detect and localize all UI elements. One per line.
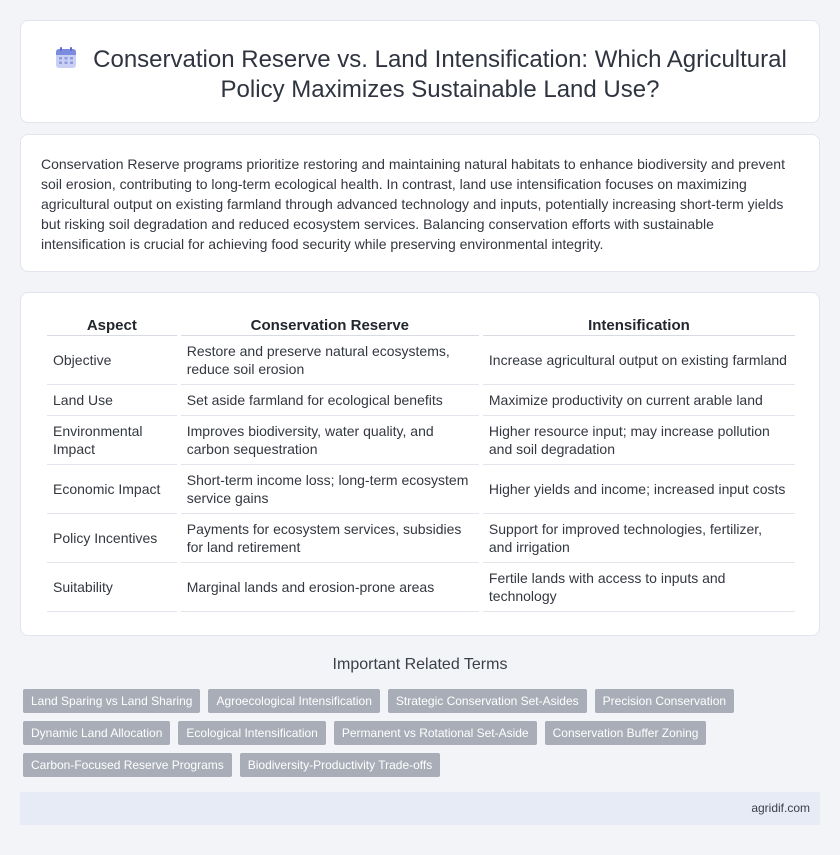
table-cell: Payments for ecosystem services, subsidies for land retirement <box>181 514 479 563</box>
table-cell: Maximize productivity on current arable land <box>483 385 795 416</box>
table-row <box>47 465 795 514</box>
footer-site-link[interactable]: agridif.com <box>751 801 810 815</box>
related-term-tag[interactable]: Biodiversity-Productivity Trade-offs <box>240 753 441 777</box>
table-row <box>47 385 795 416</box>
table-cell: Economic Impact <box>47 465 177 514</box>
table-cell: Support for improved technologies, fertilizer, and irrigation <box>483 514 795 563</box>
page-title: Conservation Reserve vs. Land Intensification: Which Agricultural Policy Maximizes Sustainable Land Use? <box>93 46 787 103</box>
table-row <box>47 563 795 612</box>
related-term-tag[interactable]: Permanent vs Rotational Set-Aside <box>334 721 537 745</box>
calendar-icon <box>54 46 78 70</box>
related-terms-title: Important Related Terms <box>332 656 508 673</box>
table-cell: Environmental Impact <box>47 416 177 465</box>
comparison-card <box>20 292 820 636</box>
table-cell: Increase agricultural output on existing farmland <box>483 336 795 385</box>
table-cell: Land Use <box>47 385 177 416</box>
intro-paragraph: Conservation Reserve programs prioritize restoring and maintaining natural habitats to enhance biodiversity and prevent soil erosion, contributing to long-term ecological health. In contrast, land use intensification focuses on maximizing agricultural output on existing farmland through advanced technology and inputs, potentially increasing short-term yields but risking soil degradation and reduced ecosystem services. Balancing conservation efforts with sustainable intensification is crucial for achieving food security while preserving environmental integrity. <box>41 156 785 252</box>
related-term-tag[interactable]: Precision Conservation <box>595 689 734 713</box>
table-cell: Suitability <box>47 563 177 612</box>
table-cell: Improves biodiversity, water quality, and carbon sequestration <box>181 416 479 465</box>
related-term-tag[interactable]: Dynamic Land Allocation <box>23 721 170 745</box>
related-term-tag[interactable]: Ecological Intensification <box>178 721 325 745</box>
comparison-table <box>43 316 799 612</box>
table-cell: Higher yields and income; increased input costs <box>483 465 795 514</box>
related-term-tag[interactable]: Conservation Buffer Zoning <box>545 721 707 745</box>
table-cell: Short-term income loss; long-term ecosystem service gains <box>181 465 479 514</box>
table-row <box>47 416 795 465</box>
table-cell: Fertile lands with access to inputs and technology <box>483 563 795 612</box>
related-term-tag[interactable]: Land Sparing vs Land Sharing <box>23 689 200 713</box>
table-cell: Policy Incentives <box>47 514 177 563</box>
table-cell: Objective <box>47 336 177 385</box>
table-cell: Restore and preserve natural ecosystems, reduce soil erosion <box>181 336 479 385</box>
related-term-tag[interactable]: Agroecological Intensification <box>208 689 379 713</box>
table-cell: Marginal lands and erosion-prone areas <box>181 563 479 612</box>
header-aspect: Aspect <box>47 316 177 336</box>
related-term-tag[interactable]: Strategic Conservation Set-Asides <box>388 689 587 713</box>
table-cell: Set aside farmland for ecological benefits <box>181 385 479 416</box>
header-card <box>20 20 820 123</box>
header-intensification: Intensification <box>483 316 795 336</box>
related-terms-list <box>23 689 783 777</box>
table-header-row <box>47 316 795 336</box>
table-row <box>47 514 795 563</box>
footer <box>20 792 820 825</box>
related-term-tag[interactable]: Carbon-Focused Reserve Programs <box>23 753 232 777</box>
table-row <box>47 336 795 385</box>
header-conservation-reserve: Conservation Reserve <box>181 316 479 336</box>
table-cell: Higher resource input; may increase pollution and soil degradation <box>483 416 795 465</box>
intro-card <box>20 134 820 272</box>
